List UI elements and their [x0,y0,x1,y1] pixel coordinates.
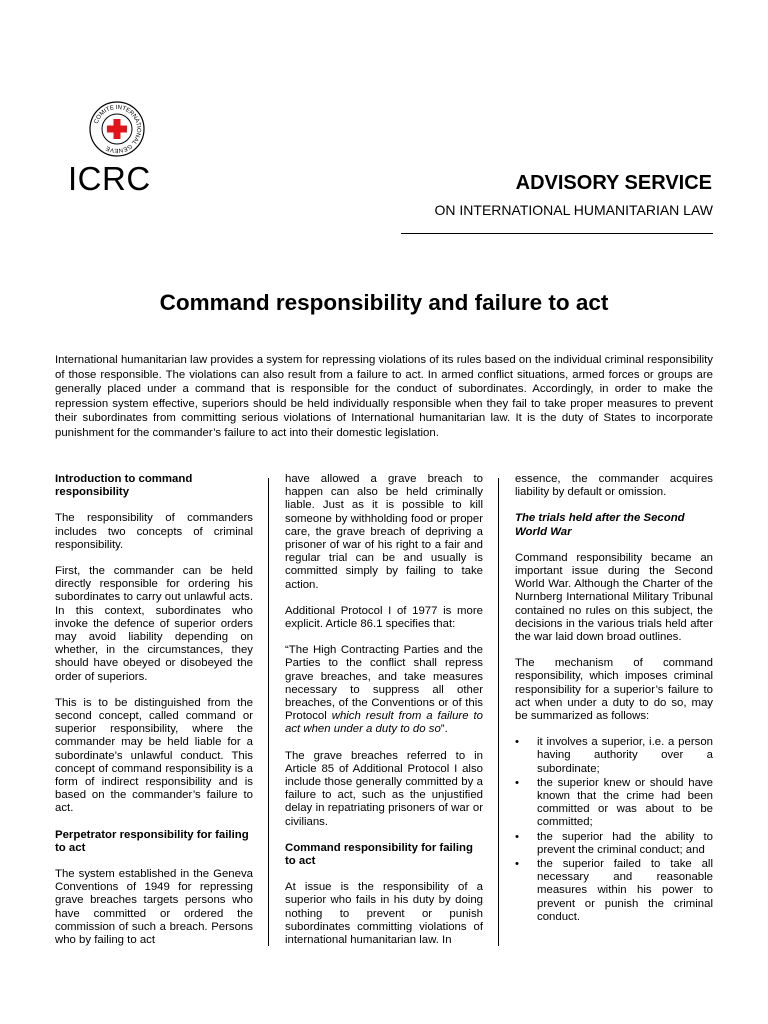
column-1 [55,473,253,960]
org-wordmark: ICRC [68,160,151,197]
body-paragraph: essence, the commander acquires liability by default or omission. [515,473,713,499]
section-heading: The trials held after the Second World War [515,512,685,538]
criteria-list [515,736,713,924]
quote-emphasis: which result from a failure to act when under a duty to do so [285,710,483,736]
column-divider [498,478,499,946]
header-divider [401,233,713,234]
red-cross-icon [107,119,127,139]
section-heading: Command responsibility for failing to act [285,841,473,868]
body-paragraph: First, the commander can be held directly responsible for ordering his subordinates to carry out unlawful acts. In this context, subordinates who invoke the defence of superior orders may avoid liability depending on whether, in the circumstances, they should have obeyed or disobeyed the order of superiors. [55,565,253,683]
column-3 [515,473,713,925]
body-paragraph: At issue is the responsibility of a superior who fails in his duty by doing nothing to prevent or punish subordinates committing violations of international humanitarian law. In [285,881,483,947]
body-paragraph: The system established in the Geneva Conventions of 1949 for repressing grave breaches targets persons who have committed or ordered the commission of such a breach. Persons who by failing to act [55,868,253,947]
section-heading: Perpetrator responsibility for failing to act [55,828,249,854]
icrc-emblem-logo [88,100,146,158]
column-divider [268,478,269,946]
list-item: • the superior had the ability to prevent the criminal conduct; and [515,831,713,857]
page-title: Command responsibility and failure to act [159,290,609,315]
intro-paragraph: International humanitarian law provides a system for repressing violations of its rules based on the individual criminal responsibility of those responsible. The violations can also result from a failure to act. In armed conflict situations, armed forces or groups are generally placed under a command that is responsible for the conduct of subordinates. Accordingly, in order to make the repression system effective, superiors should be held individually responsible when they fail to take proper measures to prevent their subordinates from committing serious violations of International humanitarian law. It is the duty of States to incorporate punishment for the commander’s failure to act into their domestic legislation. [55,354,713,439]
section-heading: Introduction to command responsibility [55,473,193,499]
body-paragraph: The grave breaches referred to in Article 85 of Additional Protocol I also include those generally committed by a failure to act, such as the unjustified delay in repatriating prisoners of war or civilians. [285,749,483,828]
advisory-service-title: ADVISORY SERVICE [515,172,712,194]
advisory-service-subtitle: ON INTERNATIONAL HUMANITARIAN LAW [434,202,713,218]
body-paragraph: The mechanism of command responsibility, which imposes criminal responsibility for a superior’s failure to act when under a duty to do so, may be summarized as follows: [515,657,713,723]
body-paragraph: The responsibility of commanders includes two concepts of criminal responsibility. [55,512,253,551]
body-paragraph: have allowed a grave breach to happen can also be held criminally liable. Just as it is possible to kill someone by withholding food or proper care, the grave breach of depriving a prisoner of war of his right to a fair and regular trial can be and usually is committed simply by failing to take action. [285,473,483,591]
quote-close: ”. [440,723,448,736]
emblem-ring-text: COMITE INTERNATIONAL GENEVE [93,104,142,154]
quote-text: “The High Contracting Parties and the Parties to the conflict shall repress grave breaches, and take measures necessary to suppress all other breaches, of the Conventions or of this Protocol [285,644,483,723]
list-item: • it involves a superior, i.e. a person having authority over a subordinate; [515,736,713,776]
body-paragraph: Command responsibility became an important issue during the Second World War. Although the Charter of the Nurnberg International Military Tribunal contained no rules on this subject, the decisions in the various trials held after the war laid down broad outlines. [515,551,713,644]
list-item: • the superior failed to take all necessary and reasonable measures within his power to prevent or punish the criminal conduct. [515,858,713,924]
body-paragraph: This is to be distinguished from the second concept, called command or superior responsibility, where the commander may be held liable for a subordinate’s unlawful conduct. This concept of command responsibility is a form of indirect responsibility and is based on the commander’s failure to act. [55,696,253,815]
column-2 [285,473,483,960]
list-item: • the superior knew or should have known that the crime had been committed or was about to be committed; [515,777,713,830]
quote-paragraph [285,644,483,736]
body-paragraph: Additional Protocol I of 1977 is more explicit. Article 86.1 specifies that: [285,604,483,631]
